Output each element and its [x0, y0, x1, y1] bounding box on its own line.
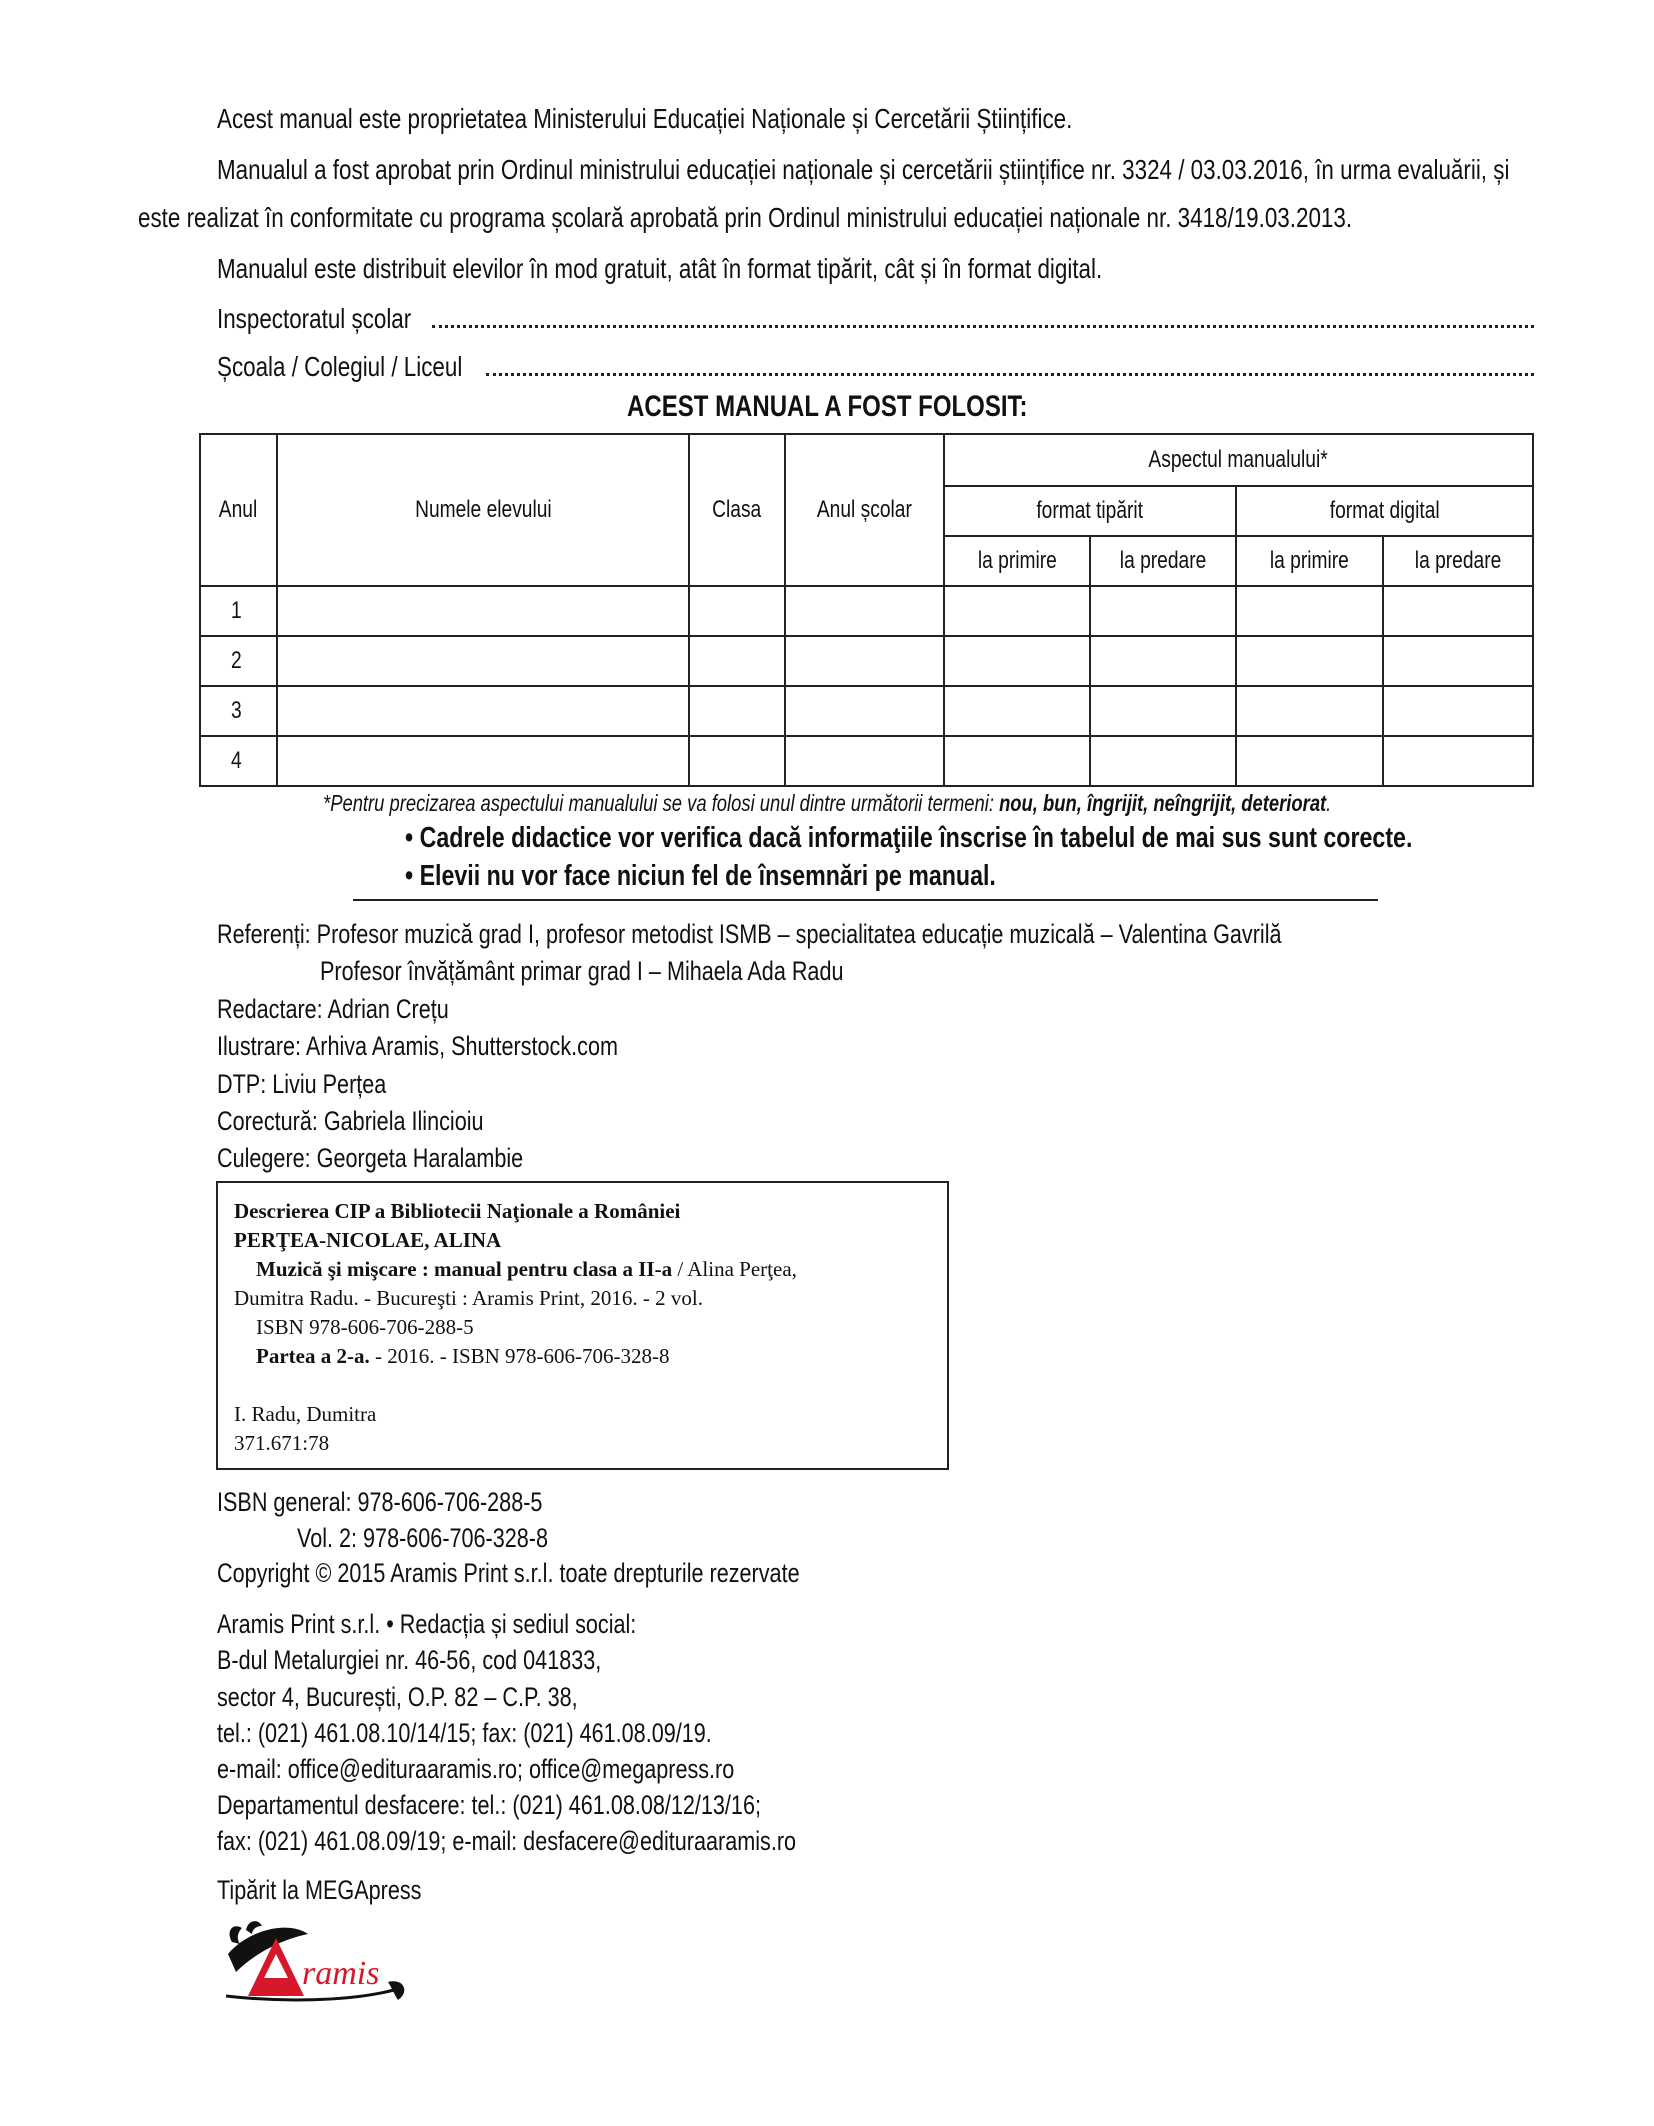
phone-line: tel.: (021) 461.08.10/14/15; fax: (021) 461.08.09/19. [217, 1718, 712, 1748]
teacher-check-note: • Cadrele didactice vor verifica dacă informaţiile înscrise în tabelul de mai sus sunt corecte. [405, 822, 1413, 854]
print-received-cell [944, 586, 1090, 636]
cip-authors-line: Dumitra Radu. - Bucureşti : Aramis Print, 2016. - 2 vol. [234, 1286, 703, 1310]
print-received-cell [944, 686, 1090, 736]
digital-returned-cell [1383, 636, 1533, 686]
school-year-cell [785, 636, 944, 686]
header-digital-format: format digital [1236, 486, 1533, 536]
approval-text-line2: este realizat în conformitate cu programa școlară aprobată prin Ordinul ministrului educației naționale nr. 3418/19.03.2013. [138, 202, 1353, 233]
usage-table-title: ACEST MANUAL A FOST FOLOSIT: [626, 390, 1028, 423]
cip-heading: Descrierea CIP a Bibliotecii Naţionale a României [234, 1199, 681, 1223]
cip-part-line: Partea a 2-a. - 2016. - ISBN 978-606-706-328-8 [256, 1344, 670, 1368]
school-year-cell [785, 736, 944, 786]
table-row [200, 636, 1533, 686]
row-number: 1 [200, 586, 277, 636]
referents-line: Referenți: Profesor muzică grad I, profesor metodist ISMB – specialitatea educație muzicală – Valentina Gavrilă [217, 919, 1282, 949]
referent2-line: Profesor învățământ primar grad I – Mihaela Ada Radu [320, 956, 844, 986]
header-year: Anul [200, 434, 277, 586]
sales-phone-line: Departamentul desfacere: tel.: (021) 461.08.08/12/13/16; [217, 1790, 761, 1820]
class-cell [689, 686, 785, 736]
cip-isbn: ISBN 978-606-706-288-5 [256, 1315, 474, 1339]
editing-line: Redactare: Adrian Crețu [217, 994, 449, 1024]
header-student-name: Numele elevului [277, 434, 689, 586]
isbn-general: ISBN general: 978-606-706-288-5 [217, 1487, 543, 1517]
address-line1: Aramis Print s.r.l. • Redacția și sediul social: [217, 1609, 637, 1639]
address-line2: B-dul Metalurgiei nr. 46-56, cod 041833, [217, 1645, 602, 1675]
class-cell [689, 736, 785, 786]
aspect-footnote: *Pentru precizarea aspectului manualului se va folosi unul dintre următorii termeni: nou, bun, îngrijit, neîngrijit, deteriorat. [322, 790, 1332, 816]
print-returned-cell [1090, 686, 1236, 736]
student-name-cell [277, 736, 689, 786]
digital-received-cell [1236, 586, 1383, 636]
inspectorate-fill-field [432, 305, 1534, 328]
header-class: Clasa [689, 434, 785, 586]
cip-classification: 371.671:78 [234, 1431, 330, 1455]
sales-fax-line: fax: (021) 461.08.09/19; e-mail: desfacere@edituraaramis.ro [217, 1826, 797, 1856]
cip-title-line: Muzică şi mişcare : manual pentru clasa a II-a / Alina Perţea, [256, 1257, 797, 1281]
class-cell [689, 586, 785, 636]
header-print-received: la primire [944, 536, 1090, 586]
print-returned-cell [1090, 636, 1236, 686]
email-line: e-mail: office@edituraaramis.ro; office@megapress.ro [217, 1754, 735, 1784]
printer-line: Tipărit la MEGApress [217, 1875, 422, 1905]
logo-wordmark: ramis [302, 1955, 380, 1992]
digital-returned-cell [1383, 736, 1533, 786]
no-marks-note: • Elevii nu vor face niciun fel de însemnări pe manual. [405, 860, 996, 892]
digital-returned-cell [1383, 686, 1533, 736]
student-name-cell [277, 686, 689, 736]
cip-box [216, 1181, 949, 1470]
print-returned-cell [1090, 586, 1236, 636]
school-fill-field [486, 353, 1534, 376]
aramis-logo [218, 1912, 413, 2008]
student-name-cell [277, 636, 689, 686]
digital-received-cell [1236, 736, 1383, 786]
distribution-text: Manualul este distribuit elevilor în mod gratuit, atât în format tipărit, cât și în format digital. [217, 253, 1103, 284]
inspectorate-label: Inspectoratul școlar [217, 303, 412, 334]
address-line3: sector 4, București, O.P. 82 – C.P. 38, [217, 1682, 578, 1712]
table-row [200, 686, 1533, 736]
approval-text-line1: Manualul a fost aprobat prin Ordinul ministrului educației naționale și cercetării științifice nr. 3324 / 03.03.2016, în urma evaluării, și [217, 154, 1510, 185]
typing-line: Culegere: Georgeta Haralambie [217, 1143, 524, 1173]
school-year-cell [785, 686, 944, 736]
header-aspect: Aspectul manualului* [944, 434, 1533, 486]
cip-coauthor: I. Radu, Dumitra [234, 1402, 377, 1426]
isbn-vol2: Vol. 2: 978-606-706-328-8 [297, 1523, 548, 1553]
student-name-cell [277, 586, 689, 636]
illustrations-line: Ilustrare: Arhiva Aramis, Shutterstock.com [217, 1031, 618, 1061]
digital-received-cell [1236, 686, 1383, 736]
header-print-format: format tipărit [944, 486, 1236, 536]
table-row [200, 586, 1533, 636]
divider [353, 899, 1378, 901]
school-label: Școala / Colegiul / Liceul [217, 351, 463, 382]
school-year-cell [785, 586, 944, 636]
digital-returned-cell [1383, 586, 1533, 636]
copyright-line: Copyright © 2015 Aramis Print s.r.l. toate drepturile rezervate [217, 1558, 800, 1588]
row-number: 4 [200, 736, 277, 786]
inspectorate-line [217, 303, 1534, 335]
header-print-returned: la predare [1090, 536, 1236, 586]
proofreading-line: Corectură: Gabriela Ilincioiu [217, 1106, 484, 1136]
header-digital-returned: la predare [1383, 536, 1533, 586]
print-received-cell [944, 636, 1090, 686]
cip-author: PERŢEA-NICOLAE, ALINA [234, 1228, 502, 1252]
ownership-text: Acest manual este proprietatea Ministerului Educației Naționale și Cercetării Științifice. [217, 103, 1073, 134]
school-line [217, 351, 1534, 383]
print-received-cell [944, 736, 1090, 786]
row-number: 2 [200, 636, 277, 686]
digital-received-cell [1236, 636, 1383, 686]
table-row [200, 736, 1533, 786]
header-school-year: Anul școlar [785, 434, 944, 586]
usage-table [199, 433, 1534, 787]
header-digital-received: la primire [1236, 536, 1383, 586]
row-number: 3 [200, 686, 277, 736]
class-cell [689, 636, 785, 686]
print-returned-cell [1090, 736, 1236, 786]
aspect-terms: nou, bun, îngrijit, neîngrijit, deteriorat [998, 790, 1327, 816]
dtp-line: DTP: Liviu Perțea [217, 1069, 387, 1099]
